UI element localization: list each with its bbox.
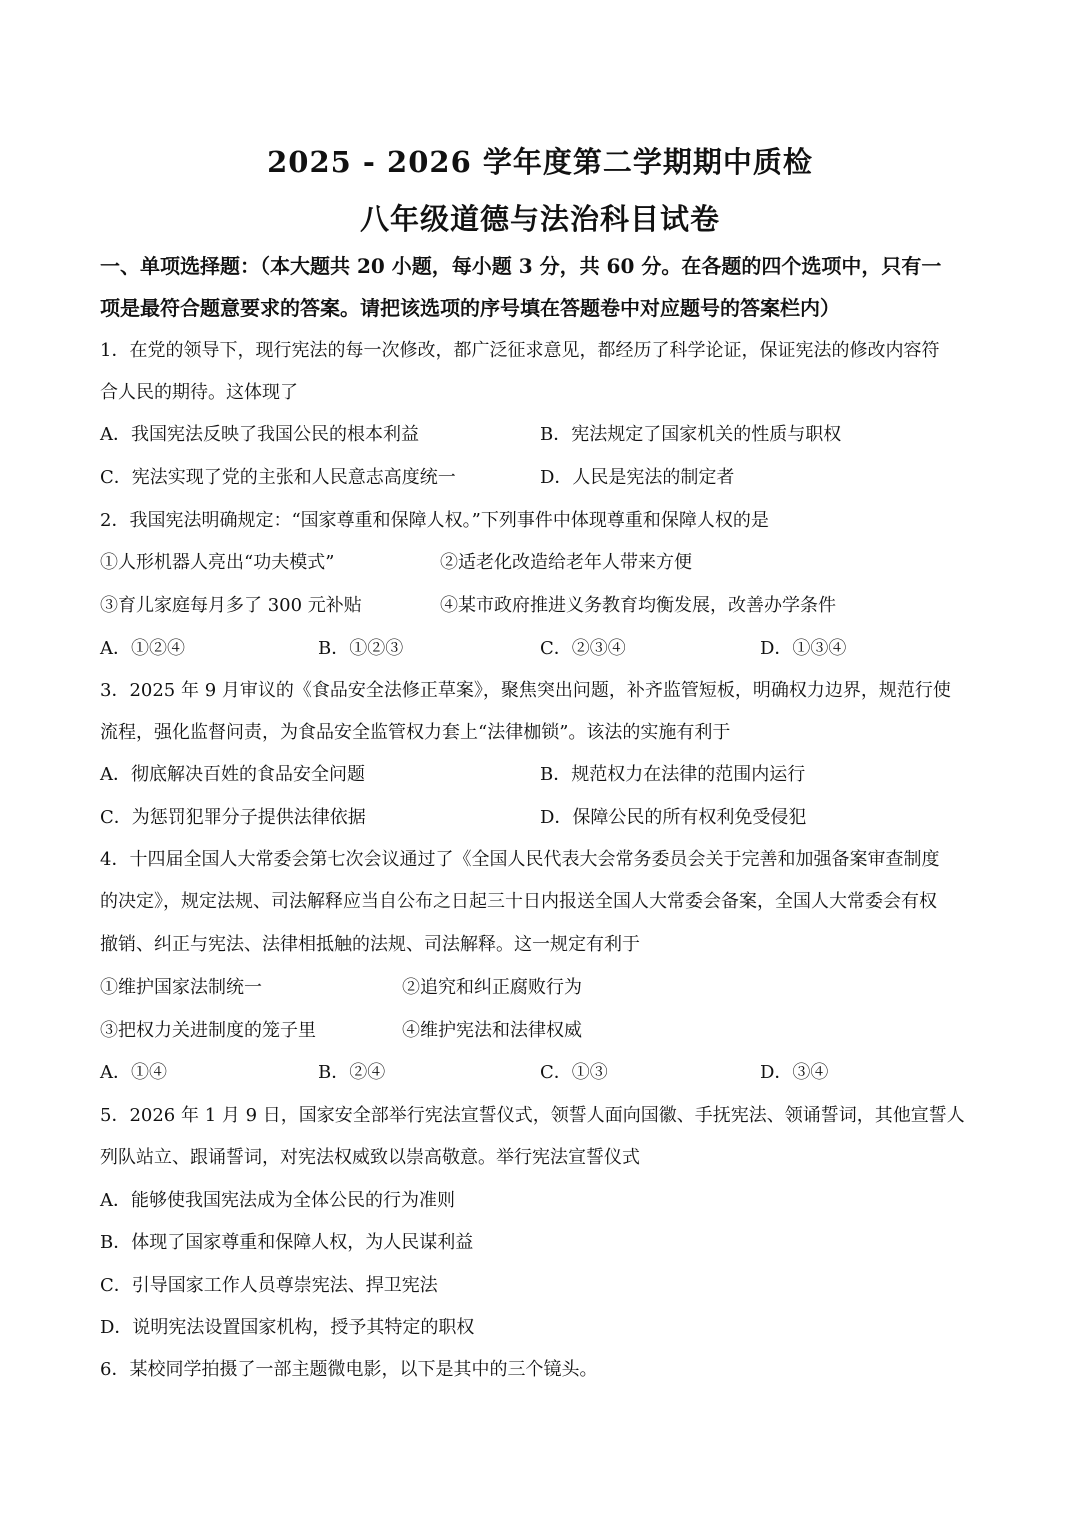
question-3-option-c: C．为惩罚犯罪分子提供法律依据 <box>100 807 366 828</box>
question-1-stem: 1．在党的领导下，现行宪法的每一次修改，都广泛征求意见，都经历了科学论证，保证宪法的修改内容符 <box>100 340 940 361</box>
question-2-stem: 2．我国宪法明确规定：“国家尊重和保障人权。”下列事件中体现尊重和保障人权的是 <box>100 510 769 531</box>
question-4-option-d: D．③④ <box>760 1062 829 1083</box>
question-4-stem: 4．十四届全国人大常委会第七次会议通过了《全国人民代表大会常务委员会关于完善和加强备案审查制度 <box>100 849 940 870</box>
question-2-item-3: ③育儿家庭每月多了 300 元补贴 <box>100 595 362 616</box>
question-3-option-d: D．保障公民的所有权利免受侵犯 <box>540 807 807 828</box>
question-3-stem: 3．2025 年 9 月审议的《食品安全法修正草案》，聚焦突出问题，补齐监管短板，明确权力边界，规范行使 <box>100 680 951 701</box>
question-3-option-a: A．彻底解决百姓的食品安全问题 <box>100 764 365 785</box>
question-1-option-b: B．宪法规定了国家机关的性质与职权 <box>540 424 842 445</box>
question-5-option-d: D．说明宪法设置国家机构，授予其特定的职权 <box>100 1317 475 1338</box>
question-1-stem-cont: 合人民的期待。这体现了 <box>100 382 298 403</box>
section-instructions-line1: 一、单项选择题：（本大题共 20 小题，每小题 3 分，共 60 分。在各题的四个选项中，只有一 <box>100 254 942 278</box>
exam-subtitle: 八年级道德与法治科目试卷 <box>359 202 720 236</box>
question-2-option-a: A．①②④ <box>100 638 185 659</box>
question-1-option-c: C．宪法实现了党的主张和人民意志高度统一 <box>100 467 456 488</box>
question-1-option-d: D．人民是宪法的制定者 <box>540 467 735 488</box>
question-3-option-b: B．规范权力在法律的范围内运行 <box>540 764 806 785</box>
question-1-option-a: A．我国宪法反映了我国公民的根本利益 <box>100 424 419 445</box>
question-5-stem: 5．2026 年 1 月 9 日，国家安全部举行宪法宣誓仪式，领誓人面向国徽、手抚宪法、领诵誓词，其他宣誓人 <box>100 1105 965 1126</box>
question-2-item-2: ②适老化改造给老年人带来方便 <box>440 552 692 573</box>
question-4-option-b: B．②④ <box>318 1062 386 1083</box>
question-2-option-b: B．①②③ <box>318 638 404 659</box>
question-2-item-4: ④某市政府推进义务教育均衡发展，改善办学条件 <box>440 595 836 616</box>
question-5-option-c: C．引导国家工作人员尊崇宪法、捍卫宪法 <box>100 1275 438 1296</box>
section-instructions-line2: 项是最符合题意要求的答案。请把该选项的序号填在答题卷中对应题号的答案栏内） <box>100 296 840 320</box>
question-4-option-c: C．①③ <box>540 1062 608 1083</box>
question-3-stem-cont: 流程，强化监督问责，为食品安全监管权力套上“法律枷锁”。该法的实施有利于 <box>100 722 731 743</box>
question-4-item-3: ③把权力关进制度的笼子里 <box>100 1020 316 1041</box>
question-2-option-d: D．①③④ <box>760 638 847 659</box>
question-2-option-c: C．②③④ <box>540 638 626 659</box>
question-4-item-4: ④维护宪法和法律权威 <box>402 1020 582 1041</box>
question-5-option-b: B．体现了国家尊重和保障人权，为人民谋利益 <box>100 1232 474 1253</box>
question-4-stem-cont-2: 撤销、纠正与宪法、法律相抵触的法规、司法解释。这一规定有利于 <box>100 934 640 955</box>
question-4-stem-cont: 的决定》，规定法规、司法解释应当自公布之日起三十日内报送全国人大常委会备案，全国人大常委会有权 <box>100 891 937 912</box>
question-5-stem-cont: 列队站立、跟诵誓词，对宪法权威致以崇高敬意。举行宪法宣誓仪式 <box>100 1147 640 1168</box>
exam-title: 2025 - 2026 学年度第二学期期中质检 <box>267 145 813 179</box>
question-2-item-1: ①人形机器人亮出“功夫模式” <box>100 552 335 573</box>
question-5-option-a: A．能够使我国宪法成为全体公民的行为准则 <box>100 1190 455 1211</box>
question-4-item-2: ②追究和纠正腐败行为 <box>402 977 582 998</box>
question-6-stem: 6．某校同学拍摄了一部主题微电影，以下是其中的三个镜头。 <box>100 1359 598 1380</box>
question-4-item-1: ①维护国家法制统一 <box>100 977 262 998</box>
question-4-option-a: A．①④ <box>100 1062 167 1083</box>
